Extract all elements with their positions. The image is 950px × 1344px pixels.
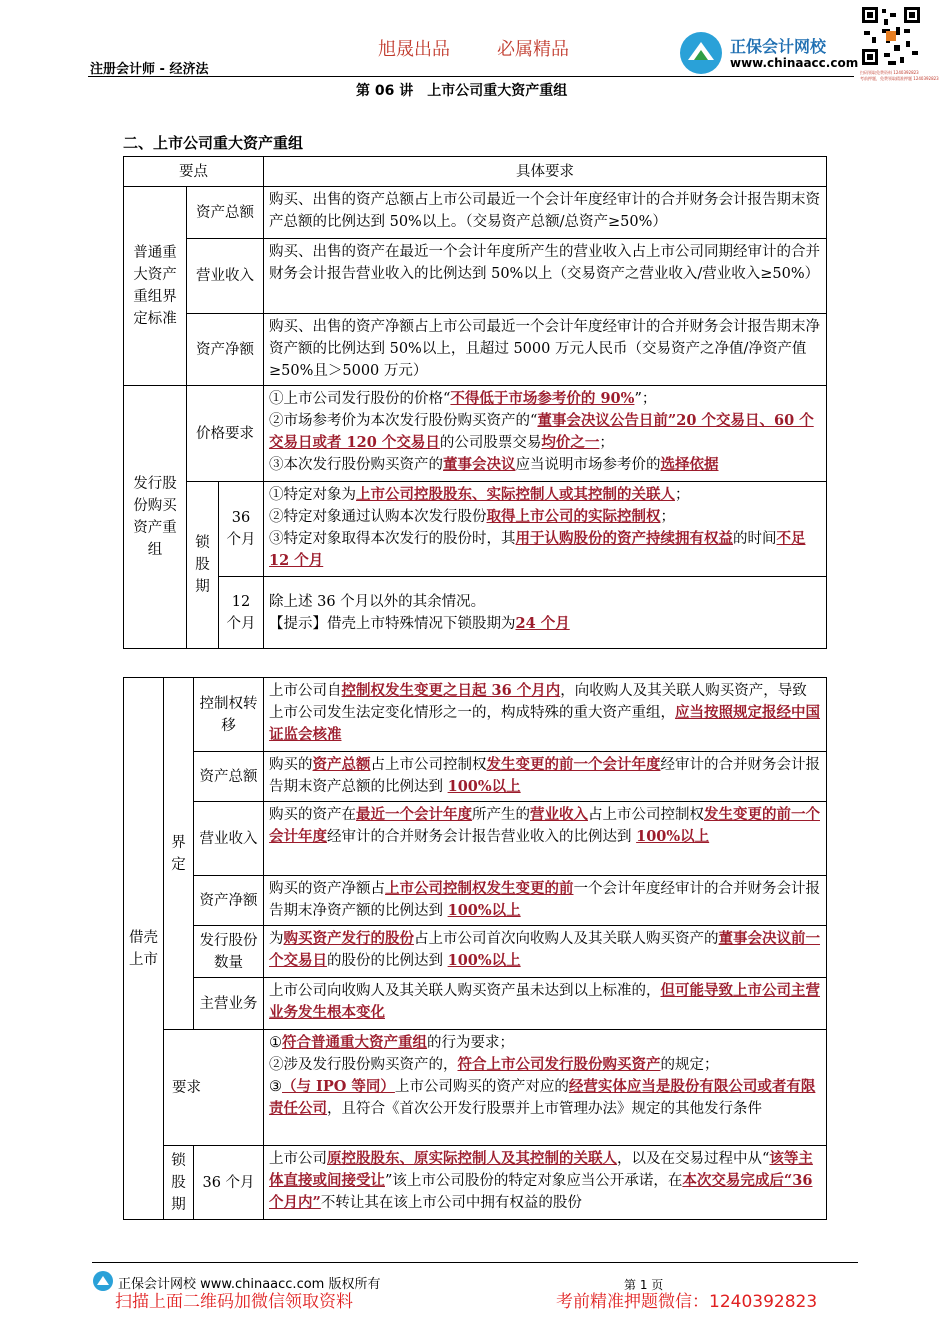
qr-caption-2: 考前押题，免费领取精准押题 1240392823 <box>860 76 939 81</box>
row-key: 资产总额 <box>187 187 264 239</box>
footer-copyright: 正保会计网校 www.chinaacc.com 版权所有 <box>118 1277 381 1292</box>
row-key: 主营业务 <box>194 978 264 1030</box>
requirement-text: ①符合普通重大资产重组的行为要求； ②涉及发行股份购买资产的，符合上市公司发行股份购买资产的规定； ③（与 IPO 等同）上市公司购买的资产对应的经营实体应当是股份有限公司或者有限责任公司，且符合《首次公开发行股票并上市管理办法》规定的其他发行条件 <box>264 1030 827 1146</box>
row-text: 为购买资产发行的股份占上市公司首次向收购人及其关联人购买资产的董事会决议前一个交易日的股份的比例达到 100%以上 <box>264 926 827 978</box>
row-key: 营业收入 <box>194 802 264 876</box>
row-key: 资产总额 <box>194 752 264 802</box>
row-key: 资产净额 <box>194 876 264 926</box>
qr-code-icon <box>860 5 922 67</box>
footer-logo-icon <box>92 1270 114 1292</box>
slogan-right: 必属精品 <box>497 39 569 60</box>
row-key: 资产净额 <box>187 314 264 386</box>
group-standard-label: 普通重大资产重组界定标准 <box>124 187 187 386</box>
table-major-restructuring <box>123 156 827 649</box>
page-number: 第 1 页 <box>624 1278 664 1292</box>
lock-period: 36 个月 <box>194 1146 264 1220</box>
row-text: 购买、出售的资产总额占上市公司最近一个会计年度经审计的合并财务会计报告期末资产总额的比例达到 50%以上。（交易资产总额/总资产≥50%） <box>264 187 827 239</box>
row-text: 购买的资产在最近一个会计年度所产生的营业收入占上市公司控制权发生变更的前一个会计年度经审计的合并财务会计报告营业收入的比例达到 100%以上 <box>264 802 827 876</box>
lock-36-text: ①特定对象为上市公司控股股东、实际控制人或其控制的关联人； ②特定对象通过认购本次发行股份取得上市公司的实际控制权； ③特定对象取得本次发行的股份时，其用于认购股份的资产持续拥有权益的时间不足 12 个月 <box>264 482 827 577</box>
promo-right: 考前精准押题微信：1240392823 <box>556 1292 818 1312</box>
logo-icon <box>678 30 724 76</box>
row-text: 购买的资产总额占上市公司控制权发生变更的前一个会计年度经审计的合并财务会计报告期末资产总额的比例达到 100%以上 <box>264 752 827 802</box>
row-text: 购买、出售的资产在最近一个会计年度所产生的营业收入占上市公司同期经审计的合并财务会计报告营业收入的比例达到 50%以上（交易资产之营业收入/营业收入≥50%） <box>264 239 827 314</box>
logo-url: www.chinaacc.com <box>730 56 859 70</box>
qr-caption-1: 扫码领取免费资料 1240392823 <box>860 70 919 75</box>
qr-code[interactable] <box>860 5 922 67</box>
lock-text: 上市公司原控股股东、原实际控制人及其控制的关联人，以及在交易过程中从“该等主体直接或间接受让”该上市公司股份的特定对象应当公开承诺，在本次交易完成后“36 个月内”不转让其在该上市公司中拥有权益的股份 <box>264 1146 827 1220</box>
table-head-requirement: 具体要求 <box>264 157 827 187</box>
lock-key: 锁股期 <box>164 1146 194 1220</box>
price-requirement: ①上市公司发行股份的价格“不得低于市场参考价的 90%”； ②市场参考价为本次发行股份购买资产的“董事会决议公告日前”20 个交易日、60 个交易日或者 120 个交易日的公司股票交易均价之一； ③本次发行股份购买资产的董事会决议应当说明市场参考价的选择依据 <box>264 386 827 482</box>
define-label: 界定 <box>164 678 194 1030</box>
section-title: 二、上市公司重大资产重组 <box>123 134 304 152</box>
row-key: 营业收入 <box>187 239 264 314</box>
lock-12-text: 除上述 36 个月以外的其余情况。 【提示】借壳上市特殊情况下锁股期为24 个月 <box>264 577 827 649</box>
chinaacc-logo <box>678 30 859 76</box>
row-text: 上市公司向收购人及其关联人购买资产虽未达到以上标准的，但可能导致上市公司主营业务发生根本变化 <box>264 978 827 1030</box>
table-backdoor-listing <box>123 677 827 1220</box>
slogan-left: 旭晟出品 <box>378 39 450 60</box>
lock-12-key: 12 个月 <box>219 577 264 649</box>
header-divider <box>88 76 854 77</box>
footer-divider <box>92 1262 858 1263</box>
lock-36-key: 36 个月 <box>219 482 264 577</box>
row-text: 购买、出售的资产净额占上市公司最近一个会计年度经审计的合并财务会计报告期末净资产额的比例达到 50%以上，且超过 5000 万元人民币（交易资产之净值/净资产值≥50%且＞5000 万元） <box>264 314 827 386</box>
lecture-title: 第 06 讲 上市公司重大资产重组 <box>356 83 568 99</box>
row-key: 控制权转移 <box>194 678 264 752</box>
subject-label: 注册会计师 - 经济法 <box>90 62 209 77</box>
requirement-key: 要求 <box>164 1030 264 1146</box>
promo-left: 扫描上面二维码加微信领取资料 <box>115 1292 353 1312</box>
row-key: 发行股份数量 <box>194 926 264 978</box>
row-text: 上市公司自控制权发生变更之日起 36 个月内，向收购人及其关联人购买资产，导致上市公司发生法定变化情形之一的，构成特殊的重大资产重组，应当按照规定报经中国证监会核准 <box>264 678 827 752</box>
logo-name: 正保会计网校 <box>730 37 827 56</box>
row-text: 购买的资产净额占上市公司控制权发生变更的前一个会计年度经审计的合并财务会计报告期末净资产额的比例达到 100%以上 <box>264 876 827 926</box>
price-key: 价格要求 <box>187 386 264 482</box>
lock-key: 锁股期 <box>187 482 219 649</box>
table-head-key: 要点 <box>124 157 264 187</box>
group-share-issuance-label: 发行股份购买资产重组 <box>124 386 187 649</box>
backdoor-label: 借壳上市 <box>124 678 164 1220</box>
